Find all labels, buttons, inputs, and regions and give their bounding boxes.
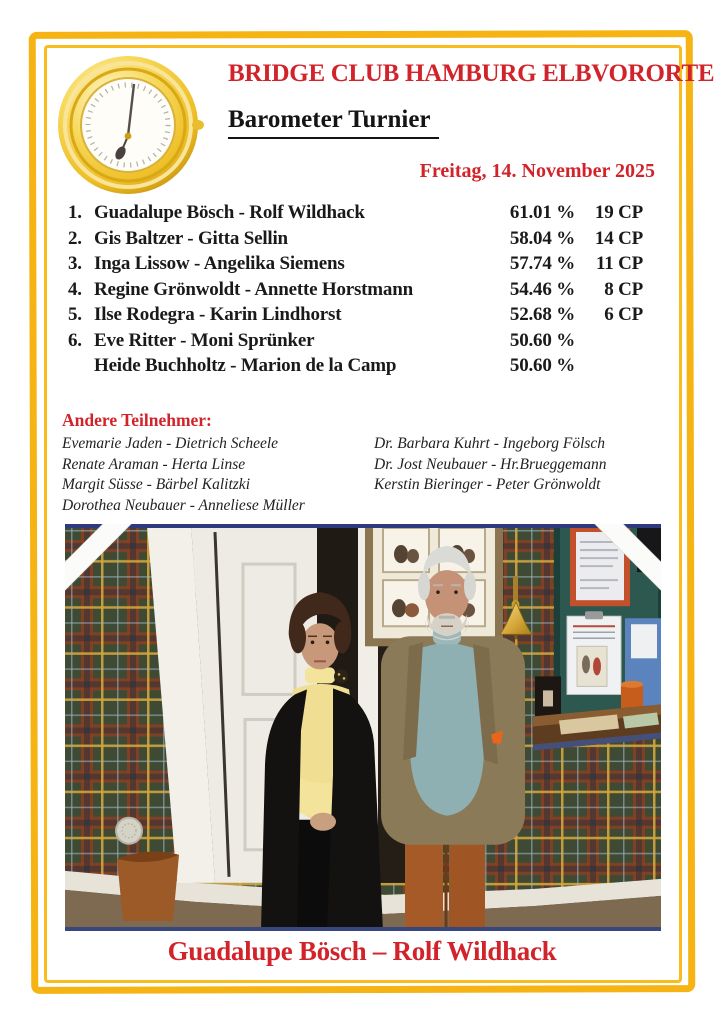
result-row xyxy=(68,330,643,356)
participant-pair: Margit Süsse - Bärbel Kalitzki xyxy=(62,476,250,493)
result-pair: Ilse Rodegra - Karin Lindhorst xyxy=(94,304,342,325)
result-rank: 4. xyxy=(68,278,82,300)
event-title: Barometer Turnier xyxy=(228,106,439,139)
wall-vent xyxy=(116,818,142,844)
event-date: Freitag, 14. November 2025 xyxy=(419,160,655,182)
result-cp: 8 CP xyxy=(604,278,643,300)
other-participants-columns xyxy=(62,434,662,516)
result-row xyxy=(68,202,643,228)
result-score: 61.01 % xyxy=(509,202,575,223)
participant-pair: Renate Araman - Herta Linse xyxy=(62,455,246,473)
result-score: 50.60 % xyxy=(509,329,575,351)
winners-photo xyxy=(65,524,661,931)
barometer-icon-svg xyxy=(56,54,204,196)
result-cp: 19 CP xyxy=(594,202,643,223)
other-participants-section xyxy=(62,410,662,516)
participant-pair: Evemarie Jaden - Dietrich Scheele xyxy=(62,435,279,452)
participant-pair: Dr. Barbara Kuhrt - Ingeborg Fölsch xyxy=(374,435,606,452)
result-score: 58.04 % xyxy=(509,227,575,249)
result-cp: 14 CP xyxy=(594,227,643,249)
result-rank: 3. xyxy=(68,253,82,274)
result-cp: 11 CP xyxy=(595,253,643,274)
photo-bottom-border xyxy=(65,927,661,931)
waste-basket xyxy=(117,852,179,921)
result-score: 50.60 % xyxy=(509,355,575,376)
result-row xyxy=(68,228,643,254)
result-row xyxy=(68,304,643,330)
result-rank: 1. xyxy=(68,202,82,223)
club-name-title: BRIDGE CLUB HAMBURG ELBVORORTE xyxy=(228,60,715,87)
result-pair: Eve Ritter - Moni Sprünker xyxy=(94,329,315,351)
photo-caption: Guadalupe Bösch – Rolf Wildhack xyxy=(167,936,557,966)
result-pair: Inga Lissow - Angelika Siemens xyxy=(94,253,345,274)
result-pair: Heide Buchholtz - Marion de la Camp xyxy=(94,355,397,376)
result-pair: Regine Grönwoldt - Annette Horstmann xyxy=(94,278,413,300)
result-row xyxy=(68,253,643,279)
other-participants-heading: Andere Teilnehmer: xyxy=(62,410,212,430)
result-rank: 5. xyxy=(68,304,82,325)
participant-pair: Dorothea Neubauer - Anneliese Müller xyxy=(62,496,305,514)
barometer-icon xyxy=(56,54,204,196)
result-score: 52.68 % xyxy=(509,304,575,325)
photo-top-border xyxy=(65,524,661,528)
result-row xyxy=(68,279,643,305)
result-pair: Guadalupe Bösch - Rolf Wildhack xyxy=(94,202,365,223)
other-participants-column-left xyxy=(62,434,374,516)
result-rank: 2. xyxy=(68,227,82,249)
other-participants-column-right xyxy=(374,434,662,516)
winners-photo-illustration xyxy=(65,524,661,931)
participant-pair: Kerstin Bieringer - Peter Grönwoldt xyxy=(374,476,601,493)
participant-pair: Dr. Jost Neubauer - Hr.Brueggemann xyxy=(374,455,607,473)
result-cp: 6 CP xyxy=(604,304,643,325)
results-list xyxy=(68,202,643,381)
result-row xyxy=(68,355,643,381)
result-score: 54.46 % xyxy=(509,278,575,300)
result-rank: 6. xyxy=(68,329,82,351)
result-score: 57.74 % xyxy=(509,253,575,274)
result-pair: Gis Baltzer - Gitta Sellin xyxy=(94,227,288,249)
